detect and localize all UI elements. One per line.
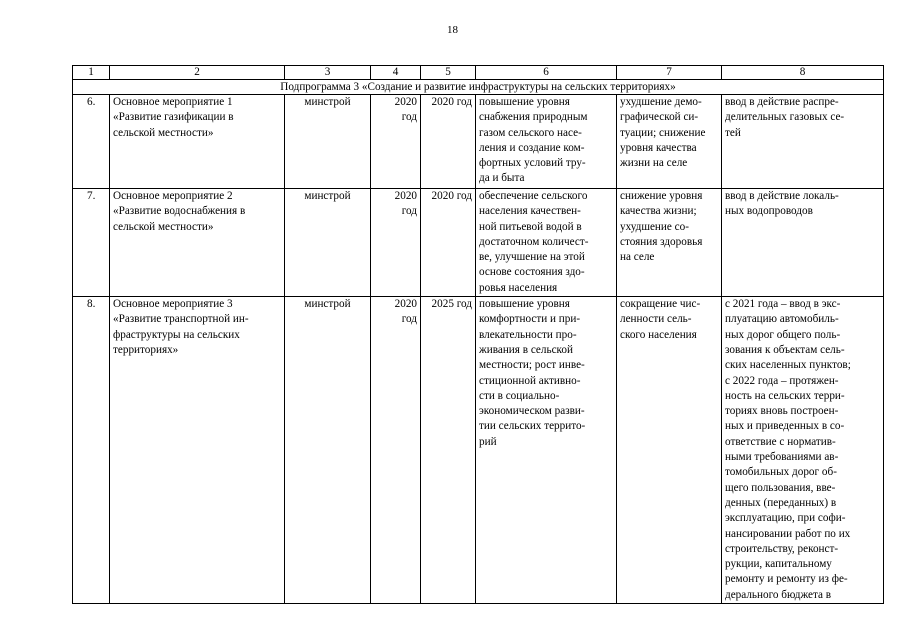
activity-cell: Основное мероприятие 3 «Развитие транспортной ин- фраструктуры на сельских территориях» <box>110 297 285 604</box>
end-cell: 2020 год <box>421 95 476 189</box>
table-row <box>73 297 884 604</box>
result-cell: повышение уровня снабжения природным газом сельского насе- ления и создание ком- фортных условий тру- да и быта <box>476 95 617 189</box>
row-number: 7. <box>73 189 110 297</box>
table-row <box>73 189 884 297</box>
consequences-cell: сокращение чис- ленности сель- ского населения <box>617 297 722 604</box>
col-header-6: 6 <box>476 66 617 80</box>
consequences-cell: ухудшение демо- графической си- туации; снижение уровня качества жизни на селе <box>617 95 722 189</box>
start-cell: 2020 год <box>371 297 421 604</box>
row-number: 6. <box>73 95 110 189</box>
start-cell: 2020 год <box>371 95 421 189</box>
column-number-row <box>73 66 884 80</box>
row-number: 8. <box>73 297 110 604</box>
executor-cell: минстрой <box>285 189 371 297</box>
col-header-4: 4 <box>371 66 421 80</box>
start-cell: 2020 год <box>371 189 421 297</box>
activity-cell: Основное мероприятие 1 «Развитие газификации в сельской местности» <box>110 95 285 189</box>
indicators-cell: ввод в действие распре- делительных газовых се- тей <box>722 95 884 189</box>
indicators-cell: с 2021 года – ввод в экс- плуатацию автомобиль- ных дорог общего поль- зования к объектам сель- ских населенных пунктов; с 2022 года – протяжен- ность на сельских терри- ториях вновь построен- ных и приведенных в со- ответствие с норматив- ными требованиями ав- томобильных дорог об- щего пользования, вве- денных (переданных) в эксплуатацию, при софи- нансировании работ по их строительству, реконст- рукции, капитальному ремонту и ремонту из фе- дерального бюджета в <box>722 297 884 604</box>
consequences-cell: снижение уровня качества жизни; ухудшение со- стояния здоровья на селе <box>617 189 722 297</box>
end-cell: 2020 год <box>421 189 476 297</box>
result-cell: повышение уровня комфортности и при- влекательности про- живания в сельской местности; рост инве- стиционной активно- сти в социально- экономическом разви- тии сельских террито- рий <box>476 297 617 604</box>
subprogram-title: Подпрограмма 3 «Создание и развитие инфраструктуры на сельских территориях» <box>73 80 884 95</box>
col-header-7: 7 <box>617 66 722 80</box>
program-table <box>72 65 884 604</box>
col-header-2: 2 <box>110 66 285 80</box>
col-header-1: 1 <box>73 66 110 80</box>
indicators-cell: ввод в действие локаль- ных водопроводов <box>722 189 884 297</box>
executor-cell: минстрой <box>285 297 371 604</box>
page-number: 18 <box>447 24 458 36</box>
table-row <box>73 95 884 189</box>
col-header-3: 3 <box>285 66 371 80</box>
result-cell: обеспечение сельского населения качествен- ной питьевой водой в достаточном количест- ве, улучшение на этой основе состояния здо- ровья населения <box>476 189 617 297</box>
activity-cell: Основное мероприятие 2 «Развитие водоснабжения в сельской местности» <box>110 189 285 297</box>
col-header-5: 5 <box>421 66 476 80</box>
executor-cell: минстрой <box>285 95 371 189</box>
end-cell: 2025 год <box>421 297 476 604</box>
subprogram-row <box>73 80 884 95</box>
col-header-8: 8 <box>722 66 884 80</box>
